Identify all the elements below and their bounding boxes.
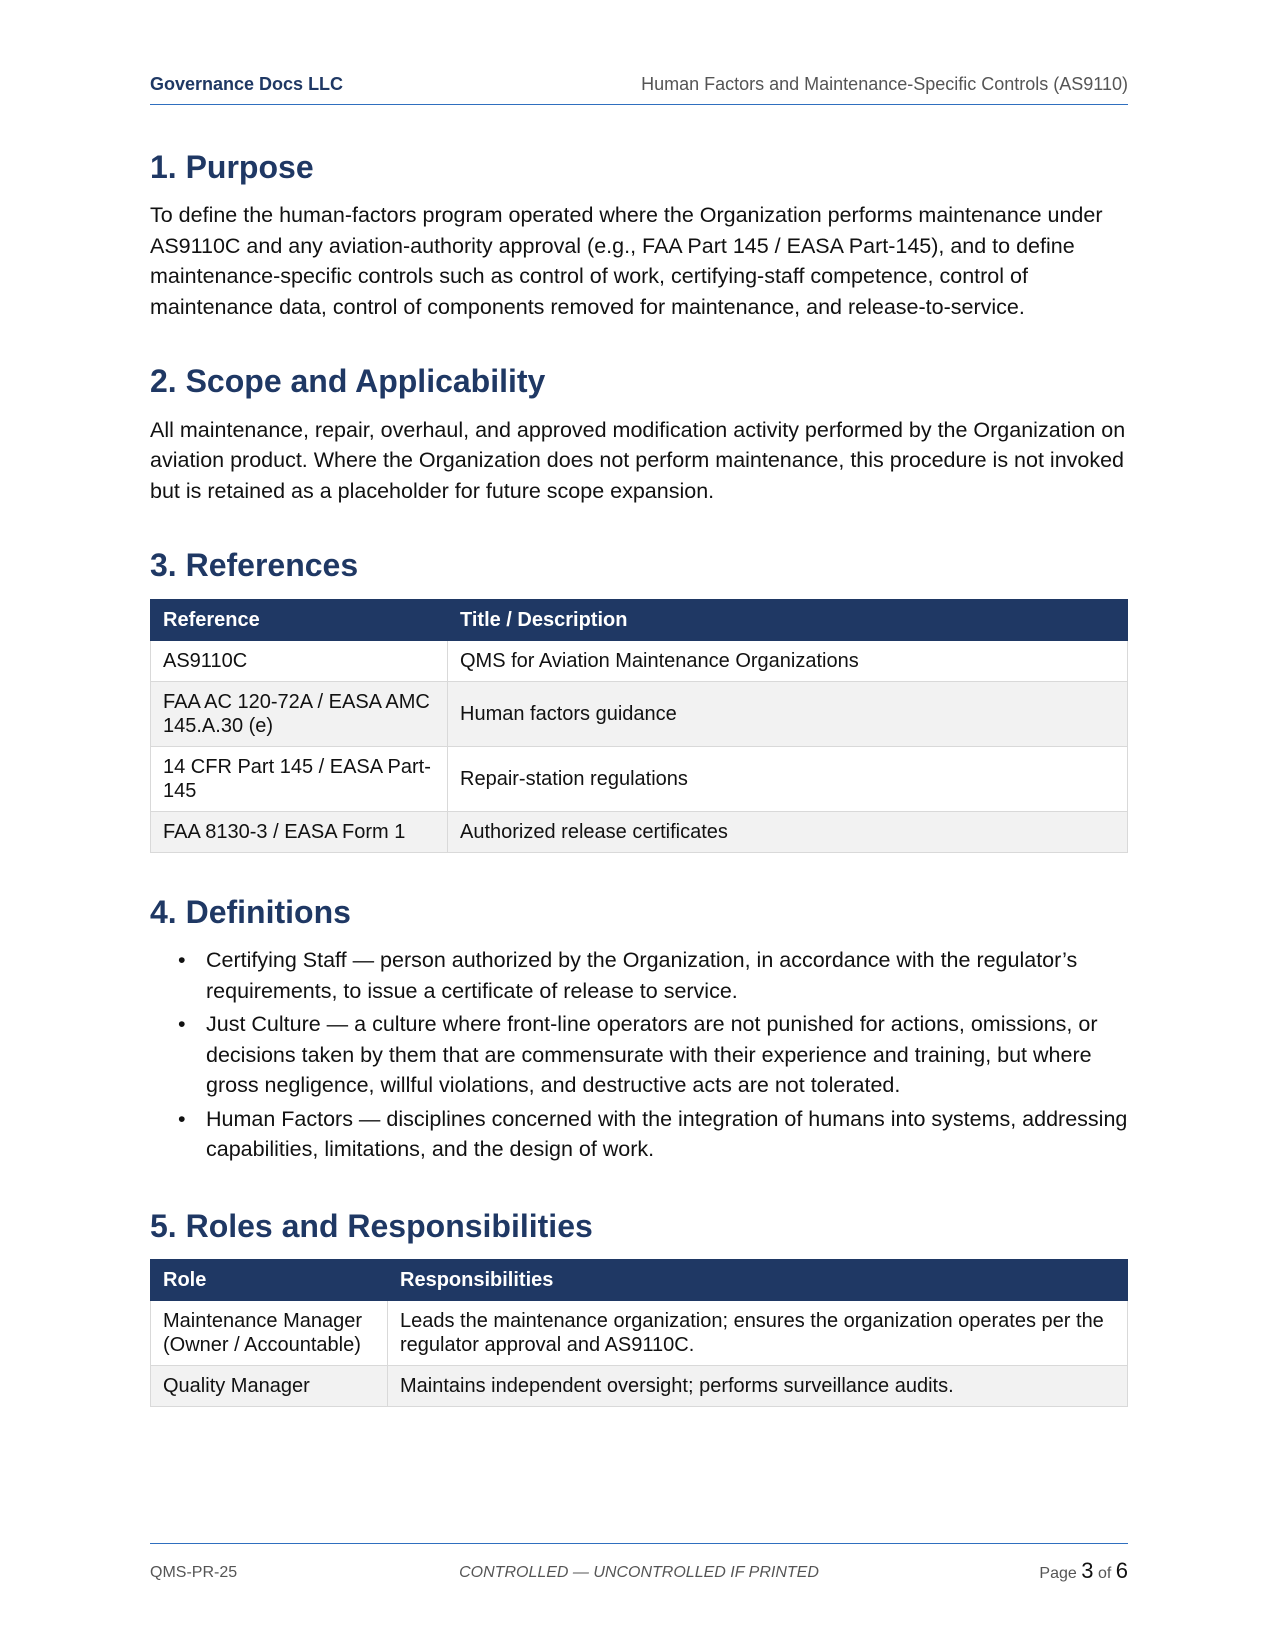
table-cell: Authorized release certificates xyxy=(448,811,1128,852)
purpose-text: To define the human-factors program operated where the Organization performs maintenance under AS9110C and any aviation-authority approval (e.g., FAA Part 145 / EASA Part-145), and to define maintenance-specific controls such as control of work, certifying-staff competence, control of maintenance data, control of components removed for maintenance, and release-to-service. xyxy=(150,203,1103,319)
column-header: Reference xyxy=(151,599,448,640)
table-cell: AS9110C xyxy=(151,640,448,681)
section-purpose xyxy=(150,148,1128,322)
list-item xyxy=(178,945,1128,1006)
page-of-label: of xyxy=(1097,1565,1112,1582)
section-scope xyxy=(150,362,1128,506)
page-number xyxy=(1039,1558,1128,1584)
table-row xyxy=(151,1365,1128,1406)
column-header: Title / Description xyxy=(448,599,1128,640)
company-name: Governance Docs LLC xyxy=(150,74,344,94)
section-heading-references: 3. References xyxy=(150,547,359,584)
table-cell: Repair-station regulations xyxy=(448,746,1128,811)
section-heading-roles: 5. Roles and Responsibilities xyxy=(150,1207,593,1244)
document-title: Human Factors and Maintenance-Specific Controls (AS9110) xyxy=(641,74,1128,94)
table-header-row xyxy=(151,1259,1128,1300)
table-cell: QMS for Aviation Maintenance Organizations xyxy=(448,640,1128,681)
page-label: Page xyxy=(1039,1565,1077,1582)
table-row xyxy=(151,746,1128,811)
column-header: Responsibilities xyxy=(388,1259,1128,1300)
definition-text: Just Culture — a culture where front-line operators are not punished for actions, omissions, or decisions taken by them that are commensurate with their experience and training, but where gross negligence, willful violations, and destructive acts are not tolerated. xyxy=(206,1012,1098,1098)
section-references xyxy=(150,546,1128,852)
section-heading-scope: 2. Scope and Applicability xyxy=(150,363,546,400)
bullet-icon: • xyxy=(178,1012,186,1037)
scope-text: All maintenance, repair, overhaul, and approved modification activity performed by the Organization on aviation product. Where the Organization does not perform maintenance, this procedure is not invoked but is retained as a placeholder for future scope expansion. xyxy=(150,417,1126,503)
definitions-list xyxy=(150,945,1128,1165)
table-cell: Quality Manager xyxy=(151,1365,388,1406)
control-notice: CONTROLLED — UNCONTROLLED IF PRINTED xyxy=(459,1564,819,1581)
table-row xyxy=(151,811,1128,852)
table-cell: Human factors guidance xyxy=(448,681,1128,746)
table-cell: Maintenance Manager (Owner / Accountable) xyxy=(151,1300,388,1365)
page-current: 3 xyxy=(1081,1558,1094,1583)
roles-table xyxy=(150,1259,1128,1407)
table-cell: 14 CFR Part 145 / EASA Part-145 xyxy=(151,746,448,811)
definition-text: Human Factors — disciplines concerned with the integration of humans into systems, addressing capabilities, limitations, and the design of work. xyxy=(206,1106,1128,1162)
section-heading-definitions: 4. Definitions xyxy=(150,893,351,930)
section-definitions xyxy=(150,893,1128,1165)
list-item xyxy=(178,1104,1128,1165)
page-header xyxy=(150,70,1128,105)
table-cell: FAA AC 120-72A / EASA AMC 145.A.30 (e) xyxy=(151,681,448,746)
list-item xyxy=(178,1009,1128,1101)
table-cell: Leads the maintenance organization; ensures the organization operates per the regulator approval and AS9110C. xyxy=(388,1300,1128,1365)
column-header: Role xyxy=(151,1259,388,1300)
bullet-icon: • xyxy=(178,1106,186,1131)
document-page xyxy=(150,0,1128,1651)
page-footer xyxy=(150,1543,1128,1584)
table-row xyxy=(151,640,1128,681)
references-table xyxy=(150,599,1128,853)
table-row xyxy=(151,1300,1128,1365)
section-roles xyxy=(150,1207,1128,1407)
document-body xyxy=(150,148,1128,1447)
table-cell: FAA 8130-3 / EASA Form 1 xyxy=(151,811,448,852)
table-header-row xyxy=(151,599,1128,640)
definition-text: Certifying Staff — person authorized by the Organization, in accordance with the regulator’s requirements, to issue a certificate of release to service. xyxy=(206,948,1078,1003)
table-cell: Maintains independent oversight; performs surveillance audits. xyxy=(388,1365,1128,1406)
page-total: 6 xyxy=(1115,1558,1128,1583)
table-row xyxy=(151,681,1128,746)
section-heading-purpose: 1. Purpose xyxy=(150,149,314,185)
document-id: QMS-PR-25 xyxy=(150,1564,238,1581)
bullet-icon: • xyxy=(178,948,186,973)
